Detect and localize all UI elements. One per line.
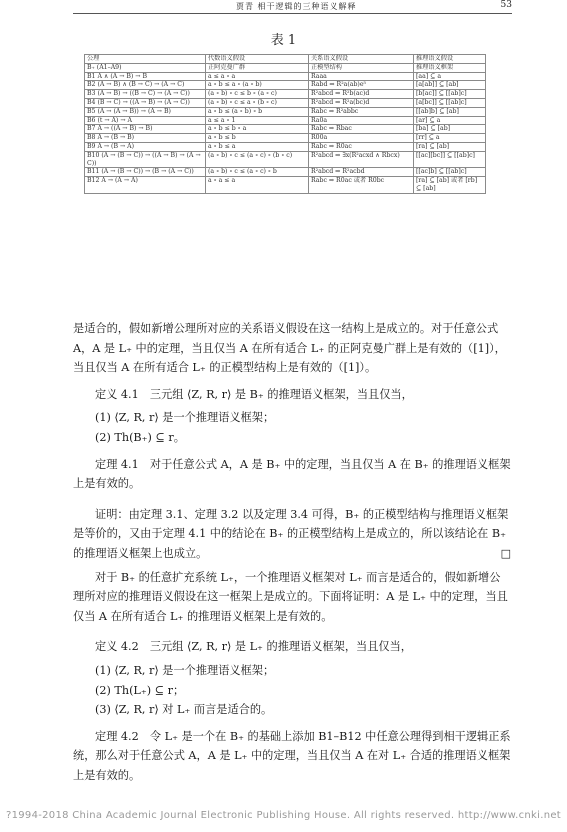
table-header-row — [85, 55, 486, 64]
qed-symbol: □ — [500, 546, 511, 560]
table-cell: B5 (A → (A → B)) → (A → B) — [85, 107, 206, 116]
table-cell: a ∘ b ≤ a ∘ (a ∘ b) — [206, 81, 309, 90]
table-cell: [ra] ⊆ [ab] 或者 [rb] ⊆ [ab] — [414, 177, 486, 194]
table-cell: [a[bc]] ⊆ [[ab]c] — [414, 98, 486, 107]
paragraph: 是适合的，假如新增公理所对应的关系语义假设在这一结构上是成立的。对于任意公式 A，A 是 L₊ 中的定理，当且仅当 A 在所有适合 L₊ 的正阿克曼广群上是有效的（[1]），当且仅当 A 在所有适合 L₊ 的正模型结构上是有效的（[1]）。 — [73, 322, 506, 375]
table-cell: 正阿克曼广群 — [206, 63, 309, 72]
table-cell: [ra] ⊆ [ab] — [414, 142, 486, 151]
table-cell: (a ∘ b) ∘ c ≤ a ∘ (b ∘ c) — [206, 98, 309, 107]
copyright-footer: ?1994-2018 China Academic Journal Electronic Publishing House. All rights reserved. http://www.cnki.net — [5, 810, 562, 821]
table-cell: Rabc ⇒ Rbac — [309, 125, 414, 134]
table-header-cell: 代数语义假设 — [206, 55, 309, 64]
table-cell: B₊ (A1–A9) — [85, 63, 206, 72]
table-cell: a ≤ a ∘ 1 — [206, 116, 309, 125]
table-cell: [[ab]b] ⊆ [ab] — [414, 107, 486, 116]
table-row — [85, 72, 486, 81]
table-cell: (a ∘ b) ∘ c ≤ (a ∘ c) ∘ b — [206, 168, 309, 177]
table-cell: [ba] ⊆ [ab] — [414, 125, 486, 134]
table-row — [85, 151, 486, 168]
theorem-4-1: 定理 4.1 对于任意公式 A，A 是 B₊ 中的定理，当且仅当 A 在 B₊ 的推理语义框架上是有效的。 — [73, 457, 511, 491]
table-cell: B6 (t → A) → A — [85, 116, 206, 125]
definition-item: (3) ⟨Z, R, r⟩ 对 L₊ 而言是适合的。 — [95, 703, 273, 717]
table-cell: B3 (A → B) → ((B → C) → (A → C)) — [85, 90, 206, 99]
table-header-cell: 推理语义假设 — [414, 55, 486, 64]
table-cell: a ∘ a ≤ a — [206, 177, 309, 194]
definition-4-1: 定义 4.1 三元组 ⟨Z, R, r⟩ 是 B₊ 的推理语义框架，当且仅当， — [95, 387, 413, 401]
table-cell: B11 (A → (B → C)) → (B → (A → C)) — [85, 168, 206, 177]
table-cell: [a[ab]] ⊆ [ab] — [414, 81, 486, 90]
page-number: 53 — [500, 0, 512, 10]
running-head: 贾青 相干逻辑的三种语义解释 — [236, 2, 357, 11]
table-row — [85, 125, 486, 134]
table-cell: [aa] ⊆ a — [414, 72, 486, 81]
table-row — [85, 177, 486, 194]
table-cell: Rabd ⇒ R²a(ab)e⁵ — [309, 81, 414, 90]
table-header-cell: 公理 — [85, 55, 206, 64]
table-row — [85, 63, 486, 72]
definition-item: (2) Th(B₊) ⊆ r。 — [95, 430, 185, 444]
table-cell: B8 A → (B → B) — [85, 134, 206, 143]
table-cell: Rabc ⇒ R0ac — [309, 142, 414, 151]
table-cell: 推理语义框架 — [414, 63, 486, 72]
table-cell: a ∘ b ≤ (a ∘ b) ∘ b — [206, 107, 309, 116]
table-header-cell: 关系语义假设 — [309, 55, 414, 64]
theorem-4-2: 定理 4.2 令 L₊ 是一个在 B₊ 的基础上添加 B1–B12 中任意公理得到相干逻辑正系统，那么对于任意公式 A，A 是 L₊ 中的定理，当且仅当 A 在对 L₊ 合适的推理语义框架上是有效的。 — [73, 729, 511, 782]
table-row — [85, 134, 486, 143]
definition-item: (1) ⟨Z, R, r⟩ 是一个推理语义框架； — [95, 663, 275, 677]
table-cell: Raaa — [309, 72, 414, 81]
table-row — [85, 116, 486, 125]
table-cell: a ∘ b ≤ b — [206, 134, 309, 143]
table-row — [85, 98, 486, 107]
table-cell: B10 (A → (B → C)) → ((A → B) → (A → C)) — [85, 151, 206, 168]
paragraph: 对于 B₊ 的任意扩充系统 L₊，一个推理语义框架对 L₊ 而言是适合的，假如新增公理所对应的推理语义假设在这一框架上是成立的。下面将证明：A 是 L₊ 中的定理，当且仅当 A 在所有适合 L₊ 的推理语义框架上是有效的。 — [73, 570, 508, 623]
table-title: 表 1 — [270, 33, 297, 48]
table-cell: B9 A → (B → A) — [85, 142, 206, 151]
table-cell: B12 A → (A → A) — [85, 177, 206, 194]
running-header — [0, 0, 567, 14]
table-cell: R²abcd ⇒ R²acbd — [309, 168, 414, 177]
definition-4-2: 定义 4.2 三元组 ⟨Z, R, r⟩ 是 L₊ 的推理语义框架，当且仅当， — [95, 640, 412, 654]
table-cell: R²abcd ⇒ R²a(bc)d — [309, 98, 414, 107]
table-row — [85, 90, 486, 99]
table-cell: Rabc ⇒ R²abbc — [309, 107, 414, 116]
table-row — [85, 107, 486, 116]
table-row — [85, 142, 486, 151]
table-cell: a ∘ b ≤ a — [206, 142, 309, 151]
table-cell: [rr] ⊆ a — [414, 134, 486, 143]
table-cell: 正模型结构 — [309, 63, 414, 72]
table-cell: Ra0a — [309, 116, 414, 125]
definition-item: (1) ⟨Z, R, r⟩ 是一个推理语义框架； — [95, 411, 275, 425]
proof-text: 证明：由定理 3.1、定理 3.2 以及定理 3.4 可得，B₊ 的正模型结构与推理语义框架是等价的，又由于定理 4.1 中的结论在 B₊ 的正模型结构上是成立的，所以该结论在 B₊ 的推理语义框架上也成立。 — [73, 507, 509, 560]
table-cell: a ≤ a ∘ a — [206, 72, 309, 81]
table-cell: B2 (A → B) ∧ (B → C) → (A → C) — [85, 81, 206, 90]
proof-paragraph — [73, 505, 511, 564]
table-cell: (a ∘ b) ∘ c ≤ (a ∘ c) ∘ (b ∘ c) — [206, 151, 309, 168]
table-row — [85, 81, 486, 90]
header-rule — [73, 13, 512, 14]
table-cell: R²abcd ⇒ R²b(ac)d — [309, 90, 414, 99]
table-cell: R²abcd ⇒ ∃x(R²acxd ∧ Rbcx) — [309, 151, 414, 168]
axiom-table — [84, 54, 486, 194]
table-row — [85, 168, 486, 177]
table-cell: (a ∘ b) ∘ c ≤ b ∘ (a ∘ c) — [206, 90, 309, 99]
definition-item: (2) Th(L₊) ⊆ r； — [95, 683, 185, 697]
table-cell: [ar] ⊆ a — [414, 116, 486, 125]
table-cell: a ∘ b ≤ b ∘ a — [206, 125, 309, 134]
body-text — [73, 319, 511, 789]
table-cell: B7 A → ((A → B) → B) — [85, 125, 206, 134]
table-cell: [b[ac]] ⊆ [[ab]c] — [414, 90, 486, 99]
table-cell: B1 A ∧ (A → B) → B — [85, 72, 206, 81]
table-cell: [[ac][bc]] ⊆ [[ab]c] — [414, 151, 486, 168]
table-cell: R00a — [309, 134, 414, 143]
table-cell: Rabc ⇒ R0ac 或者 R0bc — [309, 177, 414, 194]
table-cell: B4 (B → C) → ((A → B) → (A → C)) — [85, 98, 206, 107]
table-cell: [[ac]b] ⊆ [[ab]c] — [414, 168, 486, 177]
